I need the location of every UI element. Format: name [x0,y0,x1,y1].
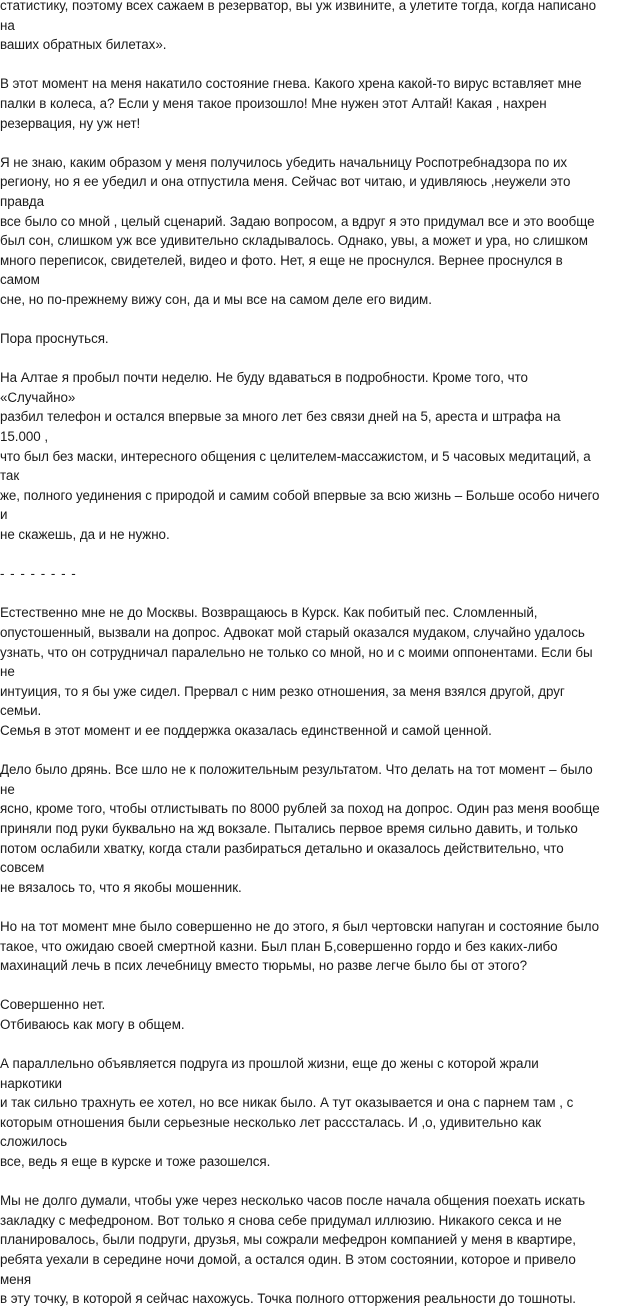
paragraph-10: А параллельно объявляется подруга из прошлой жизни, еще до жены с которой жрали наркотики и так сильно трахнуть ее хотел, но все никак было. А тут оказывается и она с парнем там , с которым отношения были серьезные несколько лет расссталась. И ,о, удивительно как сложилось все, ведь я еще в курске и тоже разошелся. [0,1056,574,1170]
paragraph-1: статистику, поэтому всех сажаем в резерватор, вы уж извините, а улетите тогда, когда написано на ваших обратных билетах». [0,0,597,53]
section-separator: - - - - - - - - [0,566,77,582]
paragraph-9: Совершенно нет. Отбиваюсь как могу в общем. [0,997,185,1032]
paragraph-7: Дело было дрянь. Все шло не к положительным результатом. Что делать на тот момент – было не ясно, кроме того, чтобы отлистывать по 8000 рублей за поход на допрос. Один раз меня вообще приняли под руки буквально на жд вокзале. Пытались первое время сильно давить, и только потом ослабили хватку, когда стали разбираться детально и оказалось действительно, что совсем не вязалось то, что я якобы мошенник. [0,762,600,895]
paragraph-5: На Алтае я пробыл почти неделю. Не буду вдаваться в подробности. Кроме того, что «Случайно» разбил телефон и остался впервые за много лет без связи дней на 5, ареста и штрафа на 15.000 , что был без маски, интересного общения с целителем-массажистом, и 5 часовых медитаций, а так же, полного уединения с природой и самим собой впервые за всю жизнь – Больше особо ничего и не скажешь, да и не нужно. [0,370,600,543]
paragraph-8: Но на тот момент мне было совершенно не до этого, я был чертовски напуган и состояние было такое, что ожидаю своей смертной казни. Был план Б,совершенно гордо и без каких-либо махинаций лечь в псих лечебницу вместо тюрьмы, но разве легче было бы от этого? [0,918,600,974]
paragraph-3: Я не знаю, каким образом у меня получилось убедить начальницу Роспотребнадзора по их региону, но я ее убедил и она отпустила меня. Сейчас вот читаю, и удивляюсь ,неужели это правда все было со мной , целый сценарий. Задаю вопросом, а вдруг я это придумал все и это вообще был сон, слишком уж все удивительно складывалось. Однако, увы, а может и ура, но слишком много переписок, свидетелей, видео и фото. Нет, я еще не проснулся. Вернее проснулся в самом сне, но по-прежнему вижу сон, да и мы все на самом деле его видим. [0,154,595,307]
paragraph-2: В этот момент на меня накатило состояние гнева. Какого хрена какой-то вирус вставляет мне палки в колеса, а? Если у меня такое произошло! Мне нужен этот Алтай! Какая , нахрен резервация, ну уж нет! [0,76,582,131]
paragraph-4: Пора проснуться. [0,331,109,347]
paragraph-11: Мы не долго думали, чтобы уже через несколько часов после начала общения поехать искать закладку с мефедроном. Вот только я снова себе придумал иллюзию. Никакого секса и не планировалось, были подруги, друзья, мы сожрали мефедрон компанией у меня в квартире, ребята уехали в середине ночи домой, а остался один. В этом состоянии, которое и привело меня в эту точку, в которой я сейчас нахожусь. Точка полного отторжения реальности до тошноты. [0,1193,586,1307]
paragraph-6: Естественно мне не до Москвы. Возвращаюсь в Курск. Как побитый пес. Сломленный, опустошенный, вызвали на допрос. Адвокат мой старый оказался мудаком, случайно удалось узнать, что он сотрудничал паралельно не только со мной, но и с моими оппонентами. Если бы не интуиция, то я бы уже сидел. Прервал с ним резко отношения, за меня взялся другой, друг семьи. Семья в этот момент и ее поддержка оказалась единственной и самой ценной. [0,605,593,738]
